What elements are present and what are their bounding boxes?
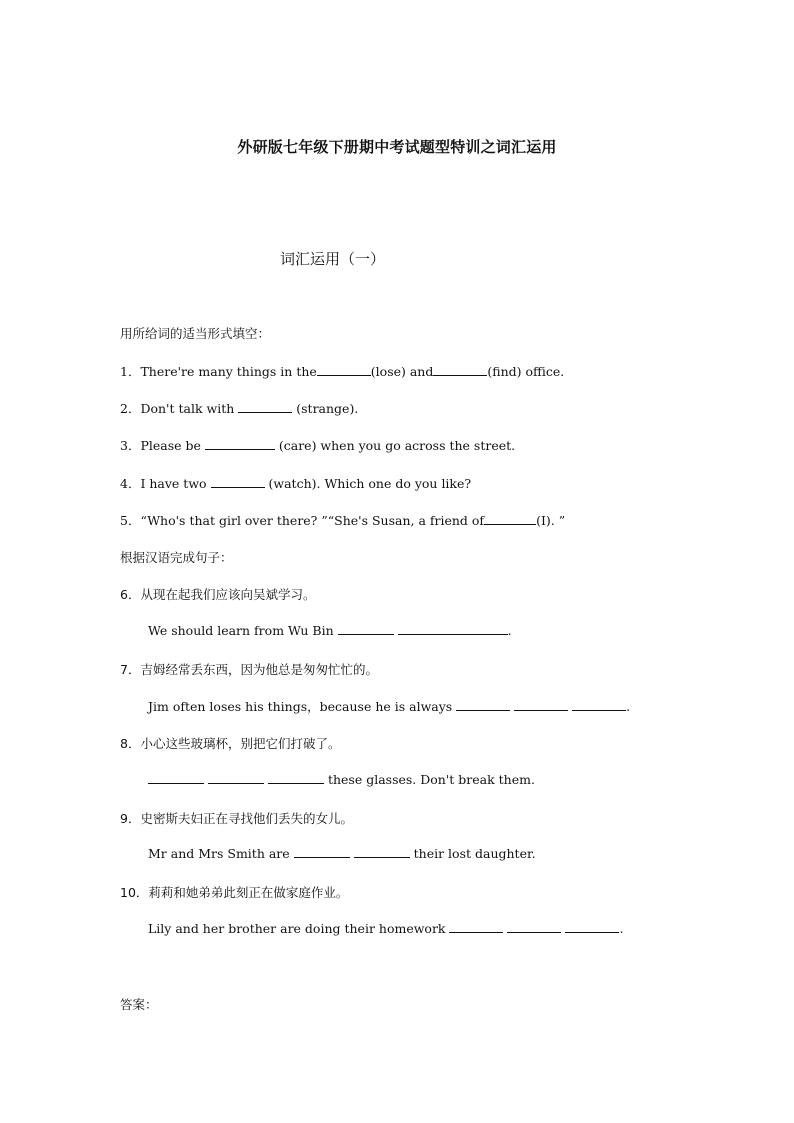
question-10-english bbox=[148, 921, 623, 936]
answer-blank[interactable] bbox=[317, 364, 371, 376]
sentence-text: Mr and Mrs Smith are bbox=[148, 846, 290, 861]
answer-blank[interactable] bbox=[208, 772, 264, 784]
answer-blank[interactable] bbox=[354, 846, 410, 858]
chinese-prompt: 小心这些玻璃杯，别把它们打破了。 bbox=[140, 736, 341, 751]
question-number: 6． bbox=[120, 587, 141, 602]
question-number: 10． bbox=[120, 885, 149, 900]
answer-blank[interactable] bbox=[449, 921, 503, 933]
chinese-prompt: 莉莉和她弟弟此刻正在做家庭作业。 bbox=[148, 885, 349, 900]
question-text: (find) office. bbox=[487, 364, 565, 379]
answer-blank[interactable] bbox=[211, 476, 265, 488]
question-text: Don't talk with bbox=[140, 401, 235, 416]
section2-heading: 根据汉语完成句子： bbox=[120, 550, 233, 565]
chinese-prompt: 史密斯夫妇正在寻找他们丢失的女儿。 bbox=[140, 811, 353, 826]
question-text: (I). ” bbox=[536, 513, 566, 528]
question-text: (strange). bbox=[296, 401, 359, 416]
document-title: 外研版七年级下册期中考试题型特训之词汇运用 bbox=[237, 138, 557, 156]
sentence-text: Lily and her brother are doing their homework bbox=[148, 921, 446, 936]
sentence-text: We should learn from Wu Bin bbox=[148, 623, 334, 638]
question-text: (watch). Which one do you like? bbox=[268, 476, 472, 491]
question-1 bbox=[120, 362, 564, 380]
answer-blank[interactable] bbox=[507, 921, 561, 933]
question-8-chinese bbox=[120, 734, 340, 752]
question-4 bbox=[120, 474, 471, 492]
question-3 bbox=[120, 436, 515, 454]
question-text: Please be bbox=[140, 438, 201, 453]
question-number: 8． bbox=[120, 736, 141, 751]
answer-blank[interactable] bbox=[514, 699, 568, 711]
chinese-prompt: 从现在起我们应该向吴斌学习。 bbox=[140, 587, 316, 602]
answer-blank[interactable] bbox=[238, 401, 292, 413]
answer-blank[interactable] bbox=[294, 846, 350, 858]
question-number: 4． bbox=[120, 476, 141, 491]
answer-blank[interactable] bbox=[205, 438, 275, 450]
question-text: “Who's that girl over there? ”“She's Susan, a friend of bbox=[140, 513, 485, 528]
sentence-end: their lost daughter. bbox=[413, 846, 536, 861]
answers-label: 答案： bbox=[120, 997, 158, 1012]
question-number: 3． bbox=[120, 438, 141, 453]
question-10-chinese bbox=[120, 883, 348, 901]
question-number: 7． bbox=[120, 662, 141, 677]
question-6-english bbox=[148, 623, 512, 638]
section-subtitle: 词汇运用（一） bbox=[280, 250, 386, 268]
answer-blank[interactable] bbox=[565, 921, 619, 933]
question-number: 2． bbox=[120, 401, 141, 416]
sentence-end: these glasses. Don't break them. bbox=[327, 772, 535, 787]
question-7-english bbox=[148, 697, 630, 715]
question-7-chinese bbox=[120, 660, 378, 678]
question-2 bbox=[120, 399, 358, 417]
question-9-chinese bbox=[120, 809, 353, 827]
answer-blank[interactable] bbox=[433, 364, 487, 376]
question-6-chinese bbox=[120, 585, 315, 603]
section1-heading: 用所给词的适当形式填空： bbox=[120, 326, 271, 341]
chinese-prompt: 吉姆经常丢东西，因为他总是匆匆忙忙的。 bbox=[140, 662, 378, 677]
answer-blank[interactable] bbox=[338, 623, 394, 635]
question-text: I have two bbox=[140, 476, 207, 491]
question-text: (lose) and bbox=[370, 364, 434, 379]
sentence-end: . bbox=[507, 623, 512, 638]
question-text: (care) when you go across the street. bbox=[278, 438, 516, 453]
question-5 bbox=[120, 511, 565, 529]
answer-blank[interactable] bbox=[572, 699, 626, 711]
sentence-text: Jim often loses his things，because he is always bbox=[148, 699, 453, 714]
question-number: 9． bbox=[120, 811, 141, 826]
sentence-end: . bbox=[626, 699, 631, 714]
question-9-english bbox=[148, 846, 536, 861]
question-number: 1． bbox=[120, 364, 141, 379]
question-number: 5． bbox=[120, 513, 141, 528]
answer-blank[interactable] bbox=[484, 513, 536, 525]
answer-blank[interactable] bbox=[148, 772, 204, 784]
sentence-end: . bbox=[619, 921, 624, 936]
answer-blank[interactable] bbox=[398, 623, 508, 635]
question-8-english bbox=[148, 772, 535, 787]
answer-blank[interactable] bbox=[456, 699, 510, 711]
question-text: There're many things in the bbox=[140, 364, 317, 379]
answer-blank[interactable] bbox=[268, 772, 324, 784]
